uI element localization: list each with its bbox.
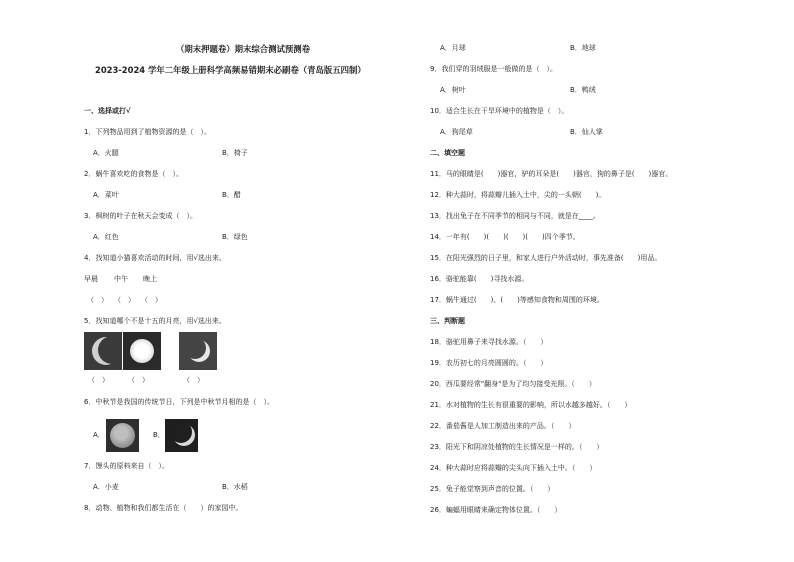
q8-option-a: A．月球 <box>440 44 466 52</box>
title-line-1: （期末押题卷）期末综合测试预测卷 <box>176 44 310 54</box>
q2-option-a: A．菜叶 <box>93 191 119 199</box>
question-15: 15．在阳光强烈的日子里，和家人进行户外活动时，事先准备( )用品。 <box>430 254 662 262</box>
q4-blank-2[interactable]: （ ） <box>114 296 135 304</box>
section-heading-judge: 三、判断题 <box>430 317 465 325</box>
question-11: 11．马的眼睛是( )器官，驴的耳朵是( )器官，狗的鼻子是( )器官。 <box>430 170 673 178</box>
question-22: 22．番茄酱是人加工制造出来的产品。（ ） <box>430 422 576 430</box>
question-23: 23．阳光下和阴凉处植物的生长情况是一样的。（ ） <box>430 443 604 451</box>
question-18: 18．骆驼用鼻子来寻找水源。（ ） <box>430 338 548 346</box>
crescent-moon-image <box>84 332 122 370</box>
q7-option-a: A．小麦 <box>93 483 119 491</box>
question-26: 26．蝙蝠用眼睛来确定物体位置。（ ） <box>430 506 562 514</box>
q6-option-a: A． <box>93 431 105 439</box>
q1-option-b: B．椅子 <box>222 149 248 157</box>
question-1: 1．下列物品用到了植物资源的是（ ）。 <box>84 128 211 136</box>
q6-full-moon-image <box>106 419 139 452</box>
question-12: 12．种大蒜时，将蒜瓣儿插入土中，尖的一头朝( )。 <box>430 191 606 199</box>
question-7: 7．馒头的原料来自（ ）。 <box>84 462 169 470</box>
question-10: 10．适合生长在干旱环境中的植物是（ ）。 <box>430 107 569 115</box>
q2-option-b: B．醋 <box>222 191 241 199</box>
title-line-2: 2023-2024 学年二年级上册科学高频易错期末必刷卷（青岛版五四制） <box>95 65 366 75</box>
q1-option-a: A．火腿 <box>93 149 119 157</box>
q5-blank-3[interactable]: （ ） <box>183 376 204 384</box>
full-moon-image <box>123 332 161 370</box>
q4-blank-3[interactable]: （ ） <box>141 296 162 304</box>
q9-option-a: A．树叶 <box>440 86 466 94</box>
question-6: 6．中秋节是我国的传统节日，下列是中秋节月相的是（ ）。 <box>84 398 274 406</box>
question-16: 16．骆驼能靠( )寻找水源。 <box>430 275 529 283</box>
q9-option-b: B．鸭绒 <box>570 86 596 94</box>
q3-option-b: B．绿色 <box>222 233 248 241</box>
q3-option-a: A．红色 <box>93 233 119 241</box>
question-19: 19．农历初七的月亮圆圆的。（ ） <box>430 359 548 367</box>
q4-blank-1[interactable]: （ ） <box>87 296 108 304</box>
question-24: 24．种大蒜时应将蒜瓣的尖头向下插入土中。（ ） <box>430 464 597 472</box>
question-3: 3．枫树的叶子在秋天会变成（ ）。 <box>84 212 197 220</box>
q10-option-b: B．仙人掌 <box>570 128 603 136</box>
q5-blank-2[interactable]: （ ） <box>128 376 149 384</box>
q4-time-morning: 早晨 <box>84 275 98 283</box>
question-13: 13．找出兔子在不同季节的相同与不同，就是在____。 <box>430 212 600 220</box>
q4-time-noon: 中午 <box>114 275 128 283</box>
question-9: 9．我们穿的羽绒服是一般做的是（ ）。 <box>430 65 557 73</box>
question-17: 17．蜗牛通过( )、( )等感知食物和周围的环境。 <box>430 296 604 304</box>
question-20: 20．西瓜要经常"翻身"是为了均匀接受光照。（ ） <box>430 380 596 388</box>
q7-option-b: B．水稻 <box>222 483 248 491</box>
question-21: 21．水对植物的生长有很重要的影响，所以水越多越好。（ ） <box>430 401 632 409</box>
section-heading-choice: 一、选择或打√ <box>84 107 131 115</box>
q10-option-a: A．狗尾草 <box>440 128 473 136</box>
question-25: 25．兔子能觉察到声音的位置。（ ） <box>430 485 555 493</box>
question-4: 4．找知道小猫喜欢活动的时间，用√选出来。 <box>84 254 226 262</box>
crescent-moon-image-2 <box>179 332 217 370</box>
q4-time-night: 晚上 <box>143 275 157 283</box>
q8-option-b: B．地球 <box>570 44 596 52</box>
q5-blank-1[interactable]: （ ） <box>88 376 109 384</box>
question-2: 2．蜗牛喜欢吃的食物是（ ）。 <box>84 170 183 178</box>
question-5: 5．找知道哪个不是十五的月亮，用√选出来。 <box>84 317 226 325</box>
q6-crescent-moon-image <box>165 419 198 452</box>
q6-option-b: B． <box>153 431 165 439</box>
question-8: 8．动物、植物和我们都生活在（ ）的家园中。 <box>84 504 243 512</box>
question-14: 14．一年有( )( )( )( )四个季节。 <box>430 233 580 241</box>
section-heading-fill: 二、填空题 <box>430 149 465 157</box>
